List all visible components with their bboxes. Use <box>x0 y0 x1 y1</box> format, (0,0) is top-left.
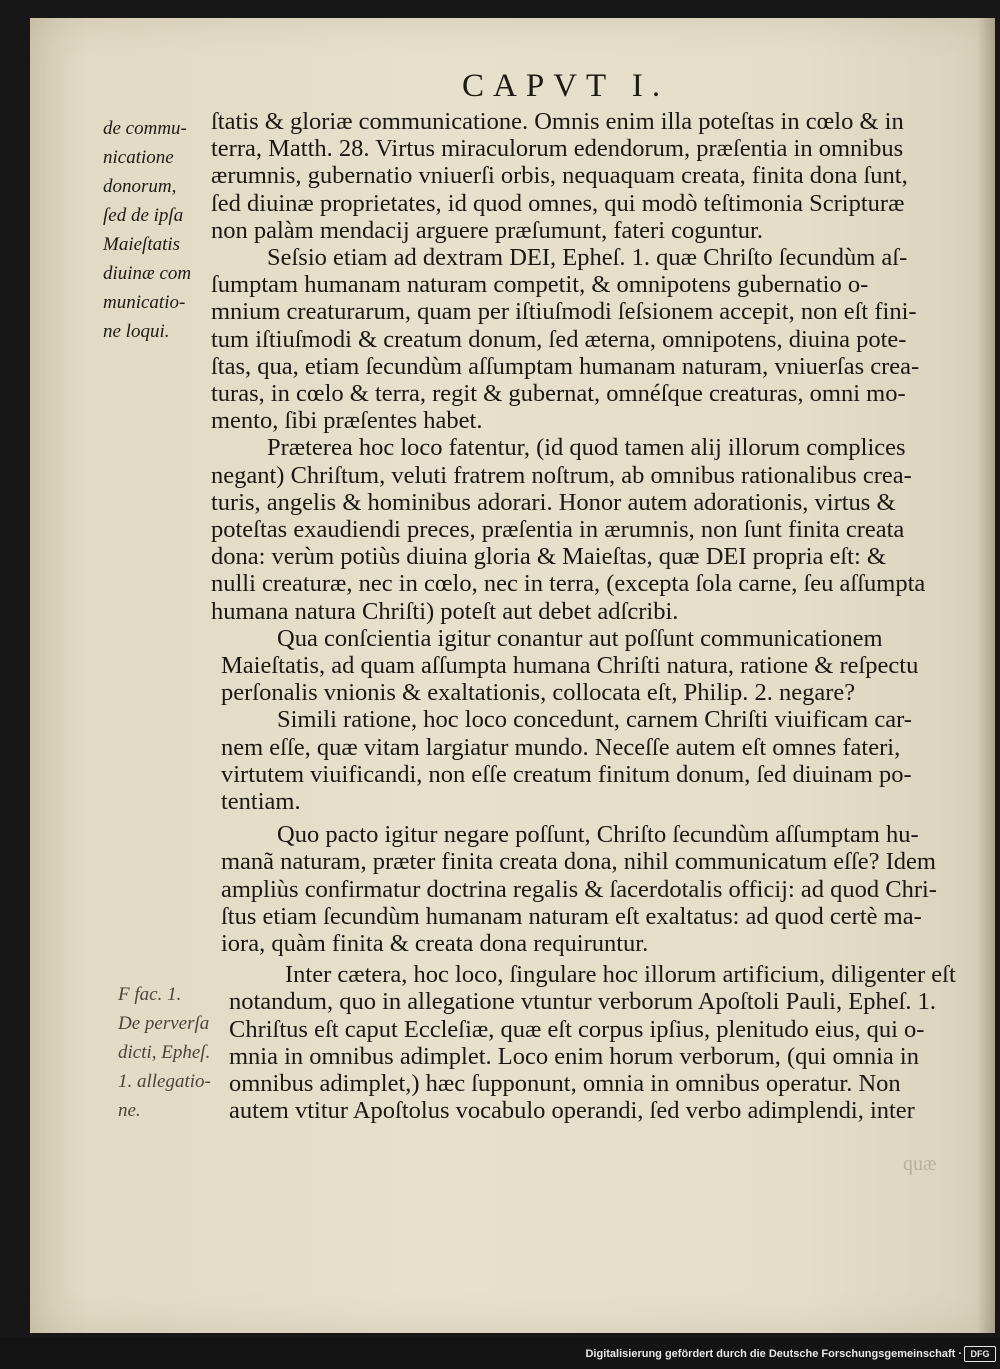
body-line: Maieſtatis, ad quam aſſumpta humana Chriſti natura, ratione & reſpectu <box>221 652 919 679</box>
digitization-credit: Digitalisierung gefördert durch die Deutsche Forschungsgemeinschaft · <box>585 1348 962 1360</box>
body-line: manã naturam, præter finita creata dona, nihil communicatum eſſe? Idem <box>221 848 936 876</box>
body-line: tum iſtiuſmodi & creatum donum, ſed æterna, omnipotens, diuina pote- <box>211 325 907 353</box>
margin-note-line: ne. <box>118 1100 141 1121</box>
margin-note-line: ſed de ipſa <box>103 205 184 226</box>
margin-note-line: ne loqui. <box>103 321 170 342</box>
margin-note-line: nicatione <box>103 147 174 168</box>
body-line: humana natura Chriſti) poteſt aut debet adſcribi. <box>211 597 679 625</box>
body-line: iora, quàm finita & creata dona requiruntur. <box>221 930 649 957</box>
body-line: turis, angelis & hominibus adorari. Honor autem adorationis, virtus & <box>211 488 896 516</box>
running-head: CAPVT I. <box>462 68 670 104</box>
body-line: Seſsio etiam ad dextram DEI, Epheſ. 1. quæ Chriſto ſecundùm aſ- <box>267 244 908 271</box>
body-line: turas, in cœlo & terra, regit & gubernat, omnéſque creaturas, omni mo- <box>211 380 906 407</box>
margin-note-line: F fac. 1. <box>118 984 182 1005</box>
body-line: Chriſtus eſt caput Eccleſiæ, quæ eſt corpus ipſius, plenitudo eius, qui o- <box>229 1015 925 1043</box>
body-line: ſed diuinæ proprietates, id quod omnes, qui modò teſtimonia Scripturæ <box>211 189 905 217</box>
body-line: mento, ſibi præſentes habet. <box>211 407 483 435</box>
body-line: ærumnis, gubernatio vniuerſi orbis, nequaquam creata, finita dona ſunt, <box>211 162 908 190</box>
footer-bar <box>0 1337 1000 1369</box>
body-line: Simili ratione, hoc loco concedunt, carnem Chriſti viuificam car- <box>277 706 912 734</box>
body-line: Inter cætera, hoc loco, ſingulare hoc illorum artificium, diligenter eſt <box>285 961 956 989</box>
body-line: autem vtitur Apoſtolus vocabulo operandi, ſed verbo adimplendi, inter <box>229 1097 915 1125</box>
body-line: ampliùs confirmatur doctrina regalis & ſacerdotalis officij: ad quod Chri- <box>221 875 937 903</box>
margin-note-line: dicti, Epheſ. <box>118 1042 211 1063</box>
margin-note-line: municatio- <box>103 292 186 313</box>
body-line: Quo pacto igitur negare poſſunt, Chriſto ſecundùm aſſumptam hu- <box>277 821 919 849</box>
dfg-logo: DFG <box>964 1346 996 1362</box>
body-line: Præterea hoc loco fatentur, (id quod tamen alij illorum complices <box>267 434 906 462</box>
margin-note-line: diuinæ com <box>103 263 192 284</box>
body-line: poteſtas exaudiendi preces, præſentia in ærumnis, non ſunt finita creata <box>211 516 905 543</box>
body-line: non palàm mendacij arguere præſumunt, fateri coguntur. <box>211 216 763 244</box>
body-line: virtutem viuificandi, non eſſe creatum finitum donum, ſed diuinam po- <box>221 760 912 788</box>
body-line: nem eſſe, quæ vitam largiatur mundo. Neceſſe autem eſt omnes fateri, <box>221 733 901 761</box>
body-line: ſtatis & gloriæ communicatione. Omnis enim illa poteſtas in cœlo & in <box>211 108 904 135</box>
body-line: mnium creaturarum, quam per iſtiuſmodi ſeſsionem accepit, non eſt fini- <box>211 298 917 326</box>
body-line: ſtus etiam ſecundùm humanam naturam eſt exaltatus: ad quod certè ma- <box>221 902 922 930</box>
margin-note-line: De perverſa <box>118 1013 210 1034</box>
body-line: mnia in omnibus adimplet. Loco enim horum verborum, (qui omnia in <box>229 1042 919 1070</box>
body-line: perſonalis vnionis & exaltationis, collocata eſt, Philip. 2. negare? <box>221 679 856 707</box>
body-line: negant) Chriſtum, veluti fratrem noſtrum, ab omnibus rationalibus crea- <box>211 461 912 489</box>
margin-note-line: de commu- <box>103 118 187 139</box>
body-line: dona: verùm potiùs diuina gloria & Maieſtas, quæ DEI propria eſt: & <box>211 543 886 571</box>
body-line: ſumptam humanam naturam competit, & omnipotens gubernatio o- <box>211 271 869 299</box>
page-edge-shadow <box>977 18 995 1333</box>
body-line: nulli creaturæ, nec in cœlo, nec in terra, (excepta ſola carne, ſeu aſſumpta <box>211 570 926 598</box>
body-line: tentiam. <box>221 788 301 815</box>
body-line: Qua conſcientia igitur conantur aut poſſunt communicationem <box>277 624 883 652</box>
margin-note-line: Maieſtatis <box>103 234 181 255</box>
catchword: quæ <box>903 1153 937 1175</box>
body-line: ſtas, qua, etiam ſecundùm aſſumptam humanam naturam, vniuerſas crea- <box>211 352 920 380</box>
margin-note-line: donorum, <box>103 176 177 197</box>
body-line: notandum, quo in allegatione vtuntur verborum Apoſtoli Pauli, Epheſ. 1. <box>229 988 936 1016</box>
margin-note-line: 1. allegatio- <box>118 1071 211 1092</box>
body-line: terra, Matth. 28. Virtus miraculorum edendorum, præſentia in omnibus <box>211 135 904 163</box>
body-line: omnibus adimplet,) hæc ſupponunt, omnia in omnibus operatur. Non <box>229 1070 901 1097</box>
